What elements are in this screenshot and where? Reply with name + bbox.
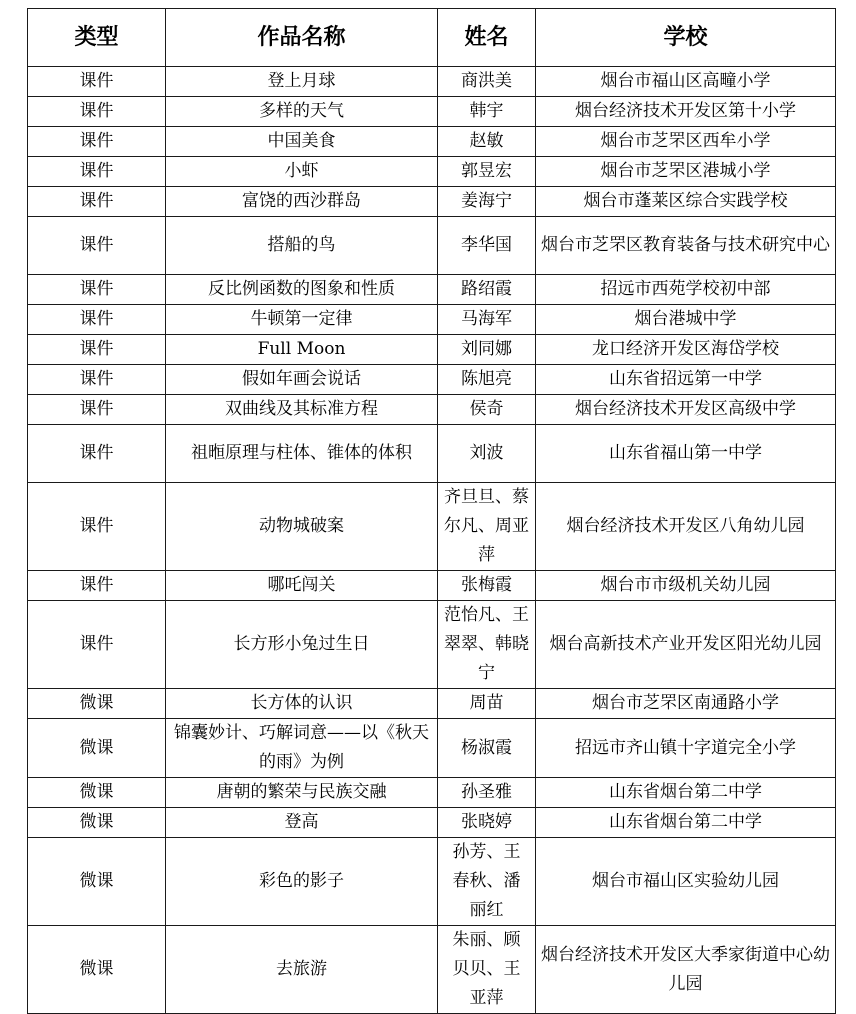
table-row	[28, 808, 836, 838]
cell-name: 侯奇	[438, 395, 536, 425]
cell-name: 孙芳、王春秋、潘丽红	[438, 838, 536, 926]
cell-type: 课件	[28, 335, 166, 365]
cell-name: 郭昱宏	[438, 157, 536, 187]
table-row	[28, 571, 836, 601]
table-row	[28, 601, 836, 689]
cell-type: 课件	[28, 483, 166, 571]
cell-name: 杨淑霞	[438, 719, 536, 778]
cell-school: 烟台市芝罘区南通路小学	[536, 689, 836, 719]
table-row	[28, 395, 836, 425]
cell-work: 锦囊妙计、巧解词意——以《秋天的雨》为例	[166, 719, 438, 778]
table-row	[28, 689, 836, 719]
cell-name: 马海军	[438, 305, 536, 335]
cell-school: 烟台港城中学	[536, 305, 836, 335]
cell-name: 韩宇	[438, 97, 536, 127]
cell-school: 山东省福山第一中学	[536, 425, 836, 483]
cell-work: 哪吒闯关	[166, 571, 438, 601]
cell-type: 课件	[28, 67, 166, 97]
cell-school: 烟台市福山区高疃小学	[536, 67, 836, 97]
table-row	[28, 217, 836, 275]
cell-type: 课件	[28, 365, 166, 395]
cell-type: 课件	[28, 97, 166, 127]
cell-school: 烟台市芝罘区西牟小学	[536, 127, 836, 157]
cell-name: 李华国	[438, 217, 536, 275]
cell-school: 山东省招远第一中学	[536, 365, 836, 395]
cell-work: 祖暅原理与柱体、锥体的体积	[166, 425, 438, 483]
cell-name: 刘同娜	[438, 335, 536, 365]
cell-type: 课件	[28, 425, 166, 483]
cell-name: 姜海宁	[438, 187, 536, 217]
table-row	[28, 838, 836, 926]
cell-work: 牛顿第一定律	[166, 305, 438, 335]
cell-type: 微课	[28, 808, 166, 838]
cell-school: 烟台高新技术产业开发区阳光幼儿园	[536, 601, 836, 689]
table-row	[28, 926, 836, 1014]
cell-school: 烟台经济技术开发区八角幼儿园	[536, 483, 836, 571]
cell-work: 去旅游	[166, 926, 438, 1014]
cell-work: 双曲线及其标准方程	[166, 395, 438, 425]
table-row	[28, 483, 836, 571]
cell-work: 搭船的鸟	[166, 217, 438, 275]
cell-work: Full Moon	[166, 335, 438, 365]
cell-type: 微课	[28, 689, 166, 719]
table-row	[28, 778, 836, 808]
cell-work: 动物城破案	[166, 483, 438, 571]
cell-name: 商洪美	[438, 67, 536, 97]
table-row	[28, 425, 836, 483]
cell-name: 刘波	[438, 425, 536, 483]
cell-type: 课件	[28, 395, 166, 425]
header-school: 学校	[536, 9, 836, 67]
cell-school: 烟台经济技术开发区大季家街道中心幼儿园	[536, 926, 836, 1014]
cell-school: 烟台市市级机关幼儿园	[536, 571, 836, 601]
header-name: 姓名	[438, 9, 536, 67]
cell-work: 彩色的影子	[166, 838, 438, 926]
cell-name: 陈旭亮	[438, 365, 536, 395]
header-type: 类型	[28, 9, 166, 67]
table-row	[28, 157, 836, 187]
cell-work: 反比例函数的图象和性质	[166, 275, 438, 305]
cell-name: 张晓婷	[438, 808, 536, 838]
table-row	[28, 67, 836, 97]
table-row	[28, 187, 836, 217]
cell-school: 山东省烟台第二中学	[536, 778, 836, 808]
cell-work: 多样的天气	[166, 97, 438, 127]
cell-school: 烟台经济技术开发区高级中学	[536, 395, 836, 425]
cell-school: 烟台市蓬莱区综合实践学校	[536, 187, 836, 217]
cell-school: 烟台市福山区实验幼儿园	[536, 838, 836, 926]
cell-type: 课件	[28, 187, 166, 217]
cell-work: 登高	[166, 808, 438, 838]
award-list-table	[27, 8, 836, 1014]
cell-name: 路绍霞	[438, 275, 536, 305]
cell-school: 招远市西苑学校初中部	[536, 275, 836, 305]
cell-name: 张梅霞	[438, 571, 536, 601]
cell-school: 山东省烟台第二中学	[536, 808, 836, 838]
cell-name: 范怡凡、王翠翠、韩晓宁	[438, 601, 536, 689]
cell-work: 登上月球	[166, 67, 438, 97]
cell-type: 课件	[28, 127, 166, 157]
cell-type: 微课	[28, 838, 166, 926]
cell-work: 假如年画会说话	[166, 365, 438, 395]
cell-type: 微课	[28, 719, 166, 778]
cell-work: 长方形小兔过生日	[166, 601, 438, 689]
table-row	[28, 305, 836, 335]
table-row	[28, 127, 836, 157]
table-row	[28, 335, 836, 365]
table-row	[28, 365, 836, 395]
table-header-row	[28, 9, 836, 67]
cell-name: 孙圣雅	[438, 778, 536, 808]
cell-school: 烟台市芝罘区教育装备与技术研究中心	[536, 217, 836, 275]
cell-type: 微课	[28, 926, 166, 1014]
cell-work: 唐朝的繁荣与民族交融	[166, 778, 438, 808]
cell-school: 招远市齐山镇十字道完全小学	[536, 719, 836, 778]
cell-type: 课件	[28, 217, 166, 275]
cell-school: 烟台经济技术开发区第十小学	[536, 97, 836, 127]
cell-work: 富饶的西沙群岛	[166, 187, 438, 217]
cell-work: 中国美食	[166, 127, 438, 157]
table-row	[28, 719, 836, 778]
cell-work: 小虾	[166, 157, 438, 187]
cell-name: 朱丽、顾贝贝、王亚萍	[438, 926, 536, 1014]
cell-type: 课件	[28, 275, 166, 305]
cell-type: 课件	[28, 601, 166, 689]
cell-name: 齐旦旦、蔡尔凡、周亚萍	[438, 483, 536, 571]
cell-type: 课件	[28, 157, 166, 187]
cell-school: 龙口经济开发区海岱学校	[536, 335, 836, 365]
cell-type: 课件	[28, 305, 166, 335]
cell-name: 周苗	[438, 689, 536, 719]
table-row	[28, 275, 836, 305]
cell-type: 课件	[28, 571, 166, 601]
header-work-title: 作品名称	[166, 9, 438, 67]
table-row	[28, 97, 836, 127]
cell-type: 微课	[28, 778, 166, 808]
cell-work: 长方体的认识	[166, 689, 438, 719]
cell-name: 赵敏	[438, 127, 536, 157]
cell-school: 烟台市芝罘区港城小学	[536, 157, 836, 187]
